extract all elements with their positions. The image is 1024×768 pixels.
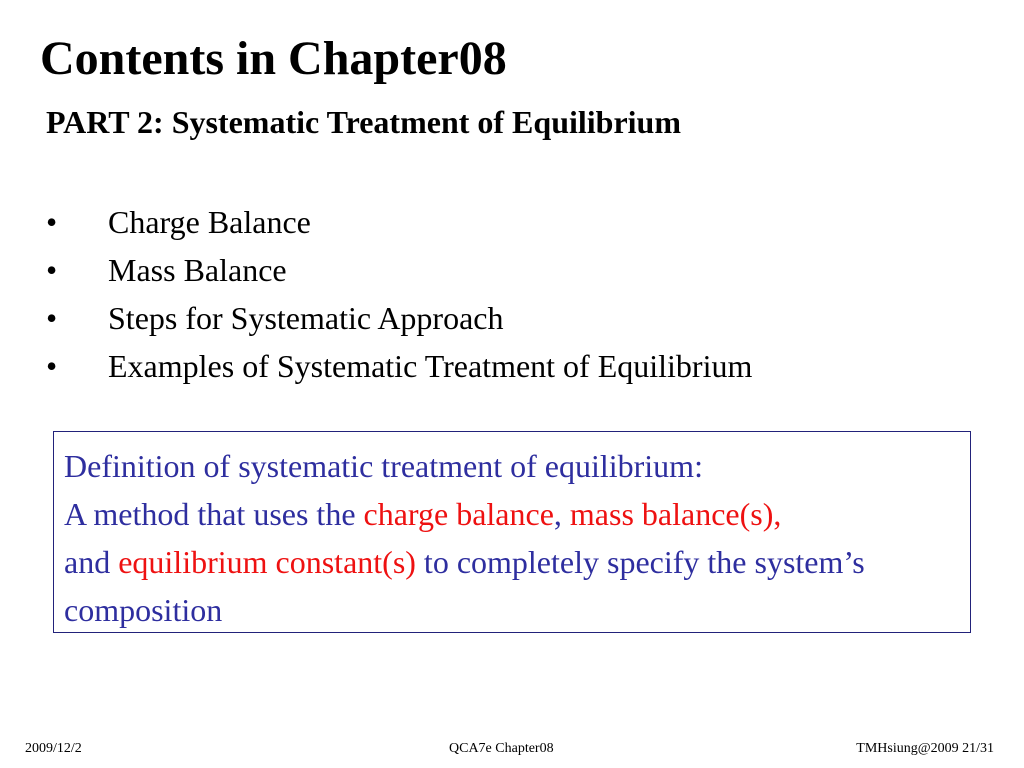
definition-box [53, 431, 971, 633]
bullet-text: Mass Balance [108, 252, 287, 288]
bullet-text: Steps for Systematic Approach [108, 300, 504, 336]
bullet-icon: • [46, 204, 58, 240]
bullet-text: Charge Balance [108, 204, 311, 240]
slide-title: Contents in Chapter08 [40, 32, 507, 85]
highlight-charge-balance: charge balance [363, 496, 554, 532]
bullet-text: Examples of Systematic Treatment of Equilibrium [108, 348, 753, 384]
bullet-icon: • [46, 252, 58, 288]
highlight-mass-balance: mass balance(s), [569, 496, 782, 532]
bullet-list [46, 198, 752, 390]
footer-date: 2009/12/2 [25, 741, 82, 756]
definition-heading: Definition of systematic treatment of equilibrium: [64, 448, 703, 484]
definition-text [64, 442, 960, 634]
highlight-equilibrium-constant: equilibrium constant(s) [118, 544, 416, 580]
definition-text-part: , [553, 496, 570, 532]
footer-course: QCA7e Chapter08 [449, 741, 554, 756]
footer-page-number: TMHsiung@2009 21/31 [856, 741, 994, 756]
bullet-item [46, 246, 752, 294]
definition-text-part: and [64, 544, 119, 580]
bullet-item [46, 294, 752, 342]
bullet-icon: • [46, 300, 58, 336]
bullet-item [46, 198, 752, 246]
bullet-icon: • [46, 348, 58, 384]
definition-text-part: to completely specify the system’s composition [64, 544, 865, 628]
bullet-item [46, 342, 752, 390]
definition-text-part: A method that uses the [64, 496, 364, 532]
part-heading: PART 2: Systematic Treatment of Equilibrium [46, 104, 681, 140]
